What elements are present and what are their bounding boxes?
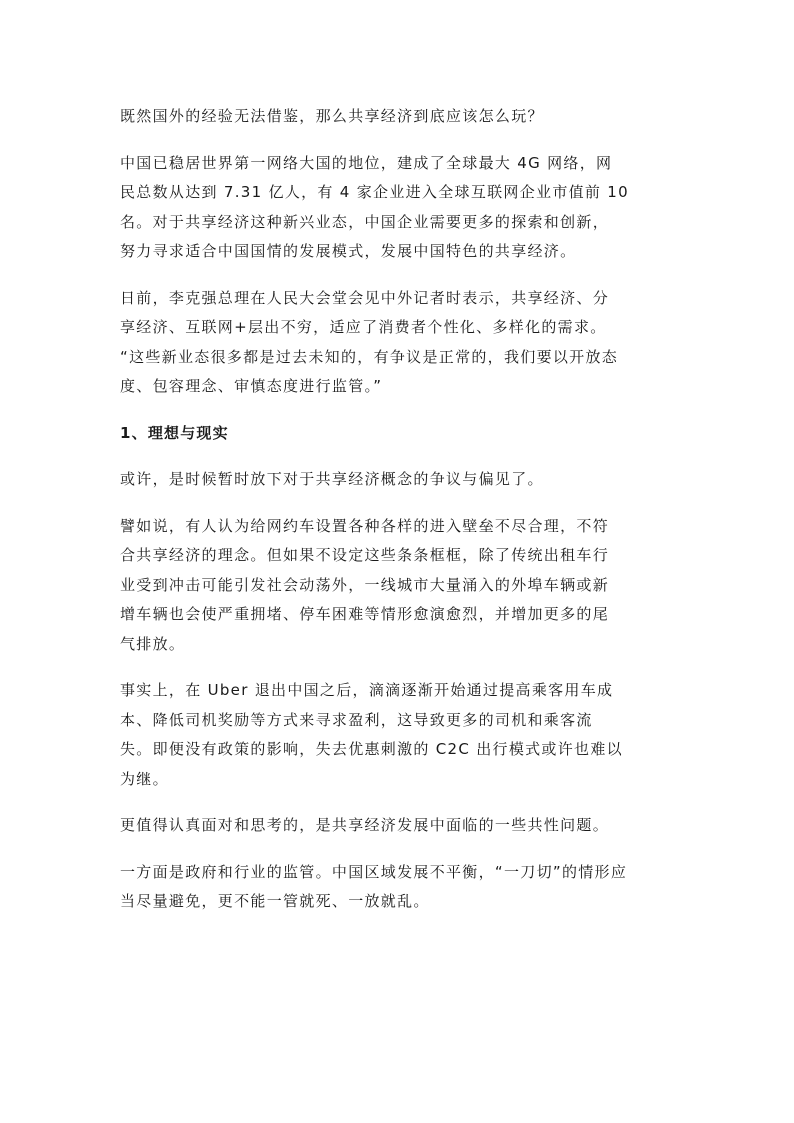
text-line: 事实上，在 Uber 退出中国之后，滴滴逐渐开始通过提高乘客用车成 [120,681,614,699]
text-line: 既然国外的经验无法借鉴，那么共享经济到底应该怎么玩？ [120,107,544,125]
text-line: 更值得认真面对和思考的，是共享经济发展中面临的一些共性问题。 [120,816,610,834]
text-line: 一方面是政府和行业的监管。中国区域发展不平衡，“一刀切”的情形应 [120,862,628,881]
text-line: 为继。 [120,769,169,788]
text-line: 享经济、互联网+层出不穷，适应了消费者个性化、多样化的需求。 [120,318,607,336]
paragraph-uber-exit [120,676,680,794]
text-line: 或许，是时候暂时放下对于共享经济概念的争议与偏见了。 [120,470,544,488]
section-heading [120,419,680,449]
paragraph-regulation [120,858,680,917]
paragraph-ride-hailing-barriers [120,512,680,660]
text-line: “这些新业态很多都是过去未知的，有争议是正常的，我们要以开放态 [120,347,619,366]
text-line: 当尽量避免，更不能一管就死、一放就乱。 [120,892,430,910]
text-line: 本、降低司机奖励等方式来寻求盈利，这导致更多的司机和乘客流 [120,710,593,729]
paragraph-set-aside-debate [120,465,680,495]
text-line: 努力寻求适合中国国情的发展模式，发展中国特色的共享经济。 [120,242,577,260]
paragraph-question [120,102,680,132]
section-heading-text: 1、理想与现实 [120,423,229,442]
paragraph-common-issues [120,811,680,841]
text-line: 度、包容理念、审慎态度进行监管。” [120,377,383,395]
text-line: 气排放。 [120,634,186,653]
text-line: 中国已稳居世界第一网络大国的地位，建成了全球最大 4G 网络，网 [120,153,613,172]
text-line: 合共享经济的理念。但如果不设定这些条条框框，除了传统出租车行 [120,546,610,564]
text-line: 名。对于共享经济这种新兴业态，中国企业需要更多的探索和创新， [120,212,610,231]
text-line: 增车辆也会使严重拥堵、停车困难等情形愈演愈烈，并增加更多的尾 [120,605,610,623]
text-line: 譬如说，有人认为给网约车设置各种各样的进入壁垒不尽合理，不符 [120,516,610,535]
article-body [120,102,680,934]
text-line: 业受到冲击可能引发社会动荡外，一线城市大量涌入的外埠车辆或新 [120,575,610,594]
text-line: 日前，李克强总理在人民大会堂会见中外记者时表示，共享经济、分 [120,288,610,307]
text-line: 失。即便没有政策的影响，失去优惠刺激的 C2C 出行模式或许也难以 [120,740,623,758]
text-line: 民总数从达到 7.31 亿人，有 4 家企业进入全球互联网企业市值前 10 [120,183,629,201]
paragraph-china-network [120,149,680,267]
paragraph-premier-quote [120,284,680,402]
